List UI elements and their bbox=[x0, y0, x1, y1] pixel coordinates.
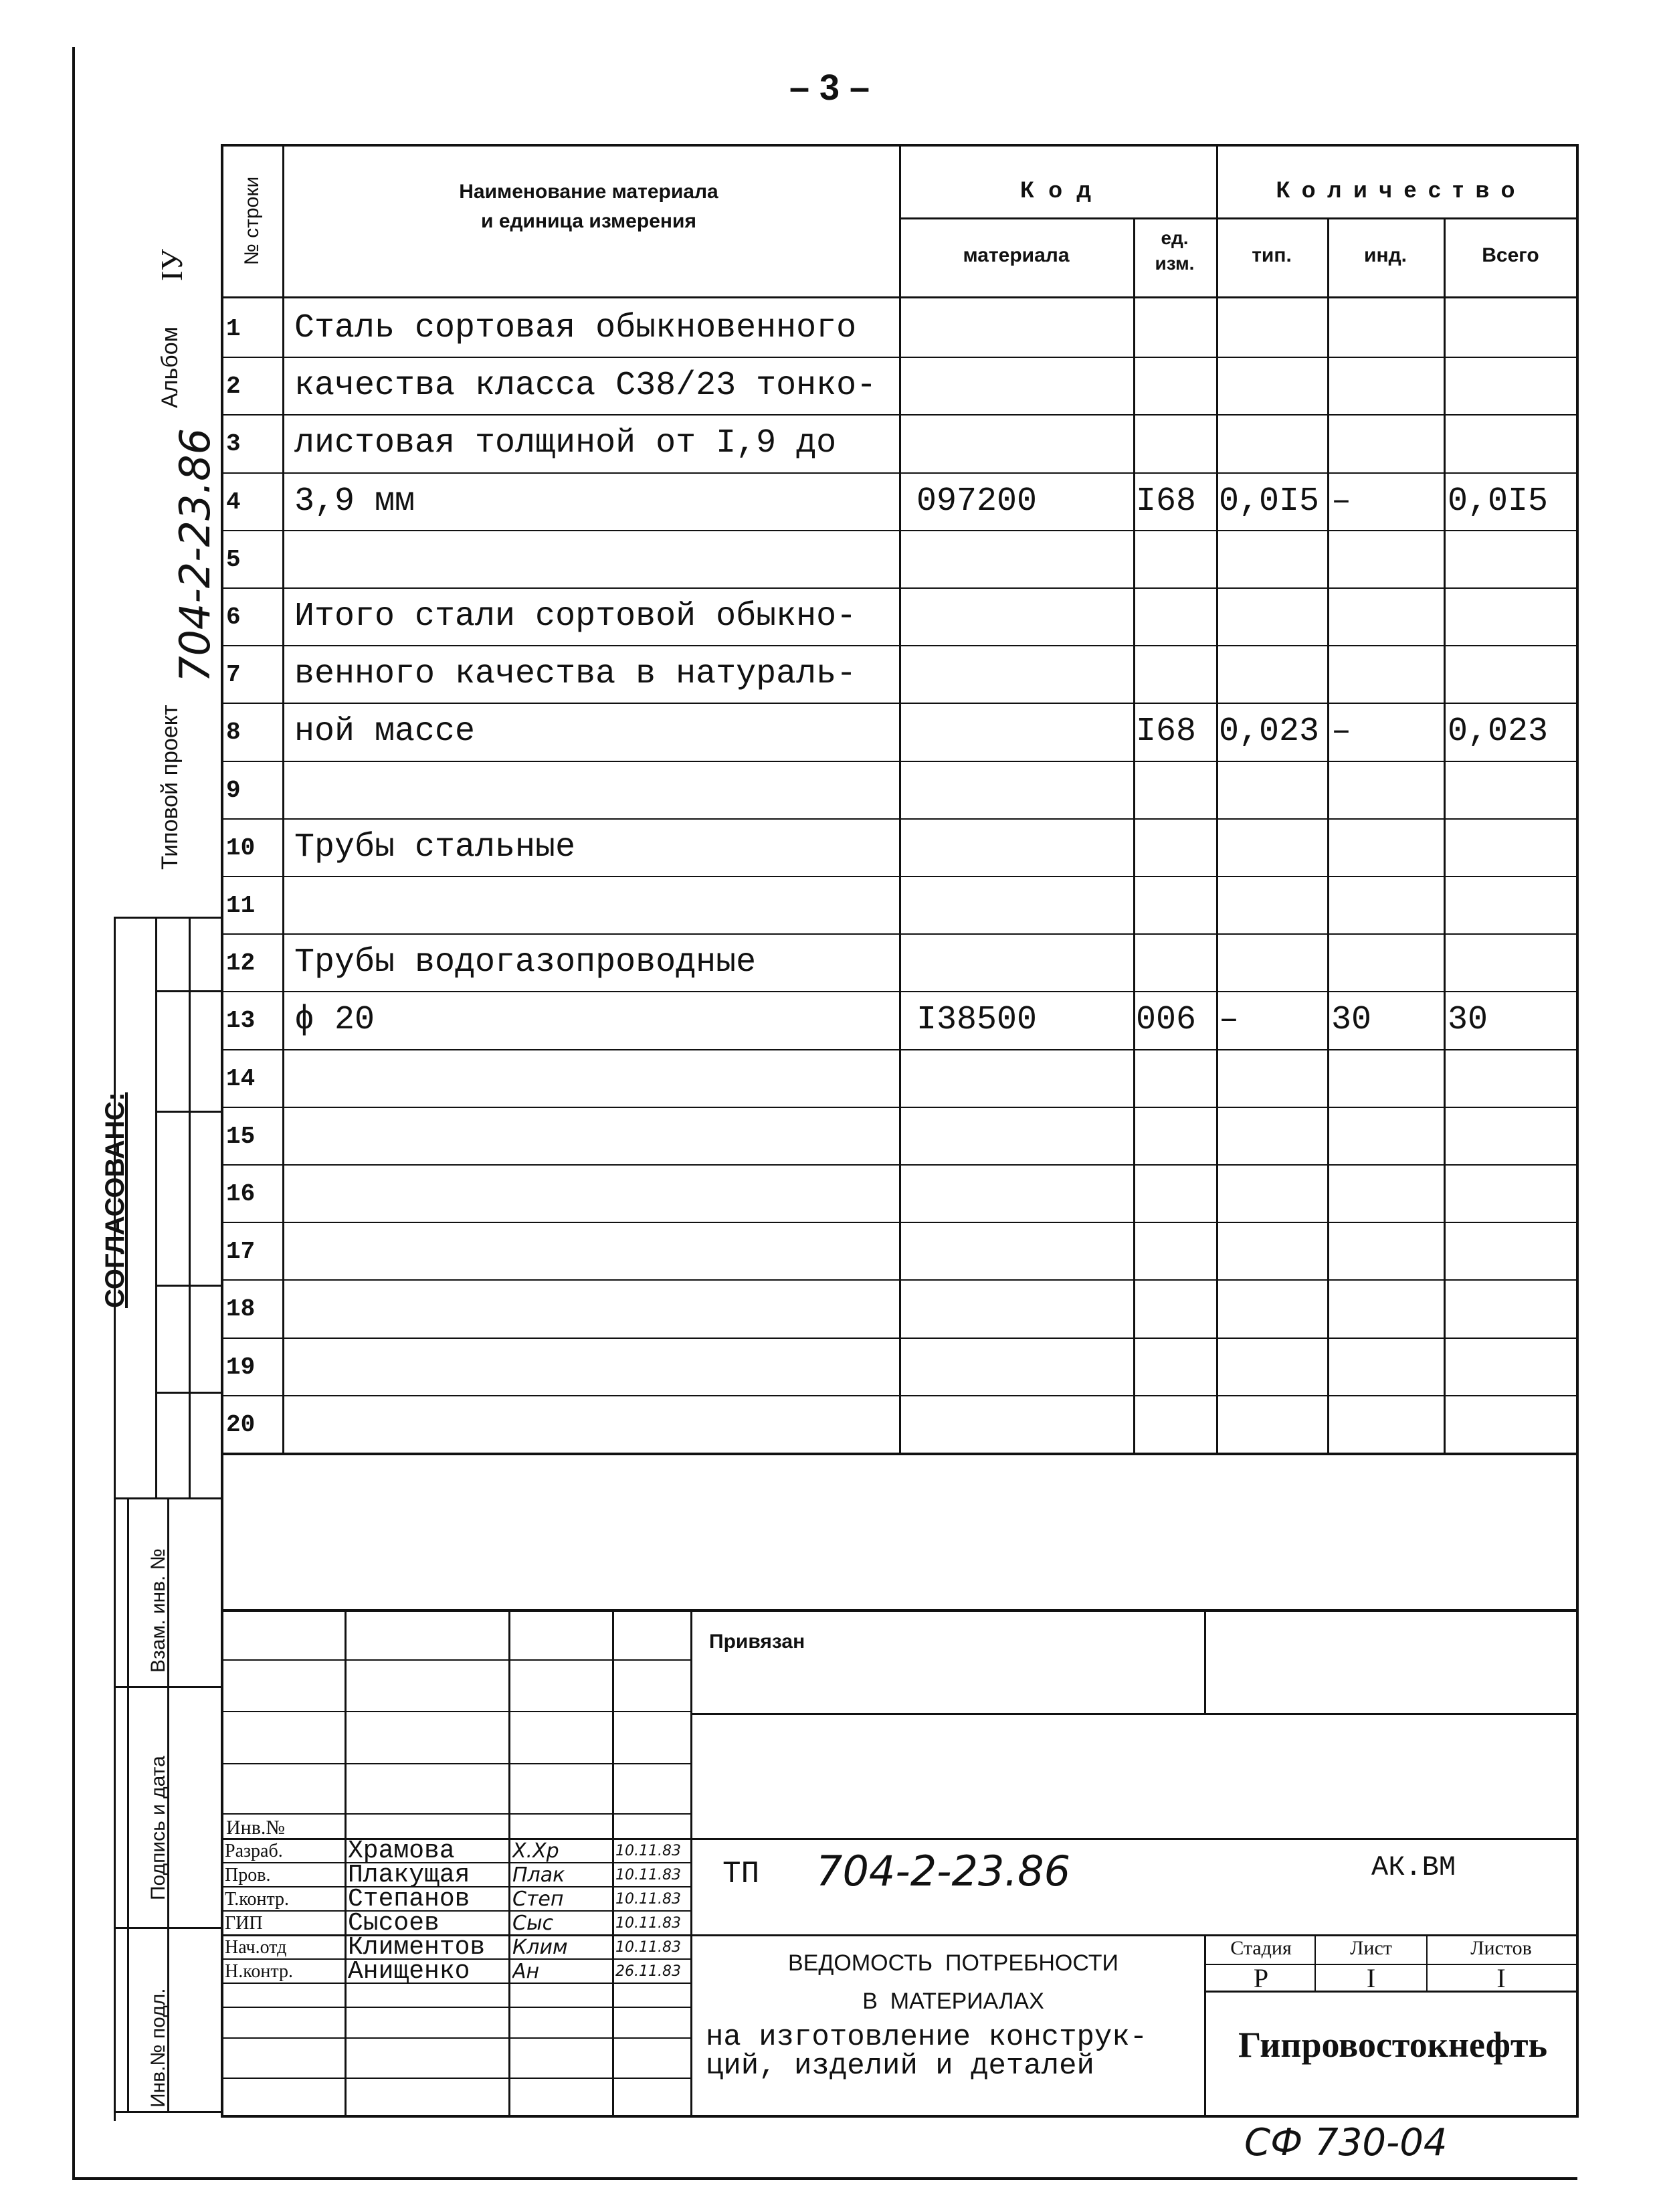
margin-col-line bbox=[189, 917, 191, 1499]
row-number: 18 bbox=[226, 1295, 256, 1323]
margin-row-line bbox=[114, 917, 221, 919]
sig-name: Климентов bbox=[348, 1936, 486, 1959]
tb-top-line bbox=[221, 1609, 1579, 1612]
row-divider bbox=[221, 1279, 1579, 1281]
row-qty-ind: – bbox=[1331, 713, 1352, 751]
col-line bbox=[1133, 217, 1135, 1455]
margin-inv-podl: Инв.№ подл. bbox=[147, 1988, 169, 2108]
table-border-left bbox=[221, 144, 223, 1455]
row-number: 6 bbox=[226, 604, 241, 631]
row-number: 9 bbox=[226, 776, 241, 804]
col-line bbox=[899, 144, 901, 1455]
row-qty-ind: – bbox=[1331, 482, 1352, 521]
sig-role: Пров. bbox=[225, 1865, 271, 1885]
row-divider bbox=[221, 587, 1579, 589]
row-divider bbox=[221, 1338, 1579, 1339]
margin-row-line bbox=[155, 1111, 221, 1113]
row-divider bbox=[221, 703, 1579, 704]
row-number: 15 bbox=[226, 1122, 256, 1150]
sig-date: 10.11.83 bbox=[615, 1915, 681, 1932]
sig-date: 10.11.83 bbox=[615, 1939, 681, 1956]
margin-row-line bbox=[155, 990, 221, 992]
doc-title-1: ВЕДОМОСТЬ ПОТРЕБНОСТИ bbox=[788, 1950, 1118, 1976]
col-line bbox=[282, 144, 284, 1455]
stage-value: Р bbox=[1253, 1963, 1269, 1993]
row-number: 13 bbox=[226, 1007, 256, 1035]
margin-row-line bbox=[114, 2111, 221, 2113]
sig-signature: Клим bbox=[512, 1936, 568, 1959]
row-number: 14 bbox=[226, 1065, 256, 1093]
row-number: 12 bbox=[226, 949, 256, 978]
sig-role: Н.контр. bbox=[225, 1961, 293, 1982]
row-number: 8 bbox=[226, 719, 241, 747]
tb-row bbox=[221, 1711, 690, 1712]
row-divider bbox=[221, 472, 1579, 474]
sig-signature: Ан bbox=[512, 1960, 540, 1983]
margin-sign-date: Подпись и дата bbox=[147, 1756, 169, 1900]
materials-table bbox=[221, 144, 1579, 1455]
col-line bbox=[1327, 217, 1329, 1455]
sig-name: Анищенко bbox=[348, 1960, 470, 1983]
col-line bbox=[1216, 144, 1218, 1455]
header-code-material: материала bbox=[963, 244, 1070, 266]
row-qty-typ: 0,023 bbox=[1219, 713, 1320, 751]
row-name: 3,9 мм bbox=[294, 482, 415, 521]
tb-col bbox=[1204, 1609, 1206, 1713]
organization: Гипровостокнефть bbox=[1238, 2025, 1548, 2065]
footer-handwritten: СФ 730-04 bbox=[1244, 2121, 1448, 2164]
margin-agreed: СОГЛАСОВАНС: bbox=[100, 1092, 130, 1308]
row-divider bbox=[221, 761, 1579, 762]
header-q-typ: тип. bbox=[1252, 244, 1292, 266]
row-name: Трубы водогазопроводные bbox=[294, 943, 757, 982]
tb-row bbox=[221, 1763, 690, 1764]
header-code-unit: ед. изм. bbox=[1155, 227, 1195, 274]
row-number: 4 bbox=[226, 488, 241, 516]
tb-border-left bbox=[221, 1455, 223, 2118]
header-code: К о д bbox=[1020, 177, 1095, 203]
header-q-total: Всего bbox=[1482, 244, 1539, 266]
row-qty-ind: 30 bbox=[1331, 1001, 1372, 1040]
sig-role: Нач.отд bbox=[225, 1937, 287, 1958]
sig-role: ГИП bbox=[225, 1913, 263, 1934]
tb-col bbox=[1204, 1934, 1206, 2118]
row-code-material: I38500 bbox=[916, 1001, 1038, 1040]
row-qty-total: 0,0I5 bbox=[1448, 482, 1549, 521]
row-divider bbox=[221, 818, 1579, 820]
margin-album-value: IУ bbox=[155, 249, 189, 281]
sig-name: Храмова bbox=[348, 1840, 455, 1863]
sheet-value: I bbox=[1366, 1963, 1376, 1993]
row-number: 16 bbox=[226, 1180, 256, 1208]
header-row-no: № строки bbox=[241, 176, 263, 266]
margin-title-label: Типовой проект bbox=[157, 705, 183, 870]
row-number: 19 bbox=[226, 1353, 256, 1381]
row-number: 1 bbox=[226, 315, 241, 343]
sig-name: Плакущая bbox=[348, 1864, 470, 1887]
row-divider bbox=[221, 1164, 1579, 1166]
subheader-line bbox=[899, 217, 1579, 219]
row-code-unit: 006 bbox=[1136, 1001, 1197, 1040]
tb-border-right bbox=[1576, 1455, 1579, 2118]
sheets-value: I bbox=[1496, 1963, 1506, 1993]
row-number: 17 bbox=[226, 1238, 256, 1266]
row-name: Сталь сортовая обыкновенного bbox=[294, 309, 857, 347]
margin-col-line bbox=[127, 1497, 129, 2113]
sig-name: Степанов bbox=[348, 1888, 470, 1911]
row-name: листовая толщиной от I,9 до bbox=[294, 424, 837, 463]
row-divider bbox=[221, 991, 1579, 992]
doc-title-3: на изготовление конструк- bbox=[706, 2021, 1148, 2054]
row-qty-typ: – bbox=[1219, 1001, 1240, 1040]
bottom-border-line bbox=[72, 2177, 1577, 2180]
row-number: 10 bbox=[226, 834, 256, 862]
doc-title-4: ций, изделий и деталей bbox=[706, 2049, 1094, 2083]
tb-col bbox=[612, 1609, 614, 2118]
margin-row-line bbox=[114, 1927, 221, 1929]
tb-row bbox=[221, 2007, 690, 2008]
margin-project-handwritten: 704-2-23.86 bbox=[171, 428, 219, 682]
row-number: 3 bbox=[226, 430, 241, 458]
row-code-unit: I68 bbox=[1136, 482, 1197, 521]
row-divider bbox=[221, 1107, 1579, 1108]
doc-prefix: ТП bbox=[722, 1857, 760, 1892]
row-number: 7 bbox=[226, 661, 241, 689]
row-number: 11 bbox=[226, 892, 256, 919]
col-line bbox=[1444, 217, 1446, 1455]
stage-label: Стадия bbox=[1230, 1937, 1292, 1959]
row-qty-total: 0,023 bbox=[1448, 713, 1549, 751]
header-quantity: К о л и ч е с т в о bbox=[1276, 177, 1518, 203]
row-qty-total: 30 bbox=[1448, 1001, 1488, 1040]
title-block bbox=[214, 1455, 1579, 2124]
sig-date: 10.11.83 bbox=[615, 1867, 681, 1883]
header-q-ind: инд. bbox=[1364, 244, 1407, 266]
tb-row bbox=[221, 1813, 690, 1815]
page-number: – 3 – bbox=[789, 68, 870, 108]
row-number: 5 bbox=[226, 545, 241, 573]
row-divider bbox=[221, 1222, 1579, 1223]
inv-no-label: Инв.№ bbox=[226, 1817, 286, 1839]
tb-row bbox=[221, 2037, 690, 2039]
sig-signature: Степ bbox=[512, 1888, 564, 1911]
left-border-line bbox=[72, 47, 75, 2180]
row-divider bbox=[221, 933, 1579, 935]
margin-row-line bbox=[114, 1686, 221, 1688]
sig-date: 10.11.83 bbox=[615, 1891, 681, 1908]
sig-role: Разраб. bbox=[225, 1841, 283, 1861]
sheet-label: Лист bbox=[1350, 1937, 1392, 1959]
margin-album-label: Альбом bbox=[157, 327, 183, 408]
row-name: качества класса С38/23 тонко- bbox=[294, 367, 877, 405]
tb-col bbox=[345, 1609, 347, 2118]
row-divider bbox=[221, 1049, 1579, 1050]
doc-title-2: В МАТЕРИАЛАХ bbox=[862, 1989, 1044, 2014]
margin-col-line bbox=[155, 917, 157, 1499]
row-divider bbox=[221, 876, 1579, 877]
tb-row-main bbox=[690, 1713, 1579, 1715]
margin-vzam-inv: Взам. инв. № bbox=[147, 1548, 169, 1673]
tb-col bbox=[690, 1609, 692, 2118]
row-name: Трубы стальные bbox=[294, 828, 576, 866]
row-divider bbox=[221, 414, 1579, 416]
tb-border-bottom bbox=[221, 2115, 1579, 2118]
row-divider bbox=[221, 530, 1579, 531]
row-name: венного качества в натураль- bbox=[294, 655, 857, 694]
sig-name: Сысоев bbox=[348, 1912, 440, 1935]
row-number: 20 bbox=[226, 1410, 256, 1439]
row-divider bbox=[221, 645, 1579, 646]
row-divider bbox=[221, 1395, 1579, 1396]
sig-date: 10.11.83 bbox=[615, 1843, 681, 1859]
tb-row bbox=[221, 2078, 690, 2079]
row-code-unit: I68 bbox=[1136, 713, 1197, 751]
row-number: 2 bbox=[226, 373, 241, 401]
tb-row bbox=[221, 1659, 690, 1661]
row-code-material: 097200 bbox=[916, 482, 1038, 521]
margin-row-line bbox=[155, 1285, 221, 1287]
sig-signature: Х.Хр bbox=[512, 1840, 559, 1863]
doc-number: 704-2-23.86 bbox=[816, 1847, 1071, 1896]
privyazan-label: Привязан bbox=[709, 1631, 805, 1653]
tb-col bbox=[508, 1609, 510, 2118]
header-name: Наименование материала и единица измерения bbox=[459, 181, 718, 232]
row-name: Итого стали сортовой обыкно- bbox=[294, 597, 857, 636]
row-divider bbox=[221, 357, 1579, 358]
sig-signature: Плак bbox=[512, 1864, 565, 1887]
doc-suffix: АК.ВМ bbox=[1371, 1851, 1456, 1883]
sig-role: Т.контр. bbox=[225, 1889, 290, 1910]
row-name: ной массе bbox=[294, 713, 476, 751]
sig-date: 26.11.83 bbox=[615, 1963, 681, 1980]
sig-signature: Сыс bbox=[512, 1912, 554, 1935]
table-border-right bbox=[1576, 144, 1579, 1455]
row-qty-typ: 0,0I5 bbox=[1219, 482, 1320, 521]
row-name: ϕ 20 bbox=[294, 1001, 375, 1040]
sheets-label: Листов bbox=[1470, 1937, 1532, 1959]
margin-row-line bbox=[155, 1392, 221, 1394]
